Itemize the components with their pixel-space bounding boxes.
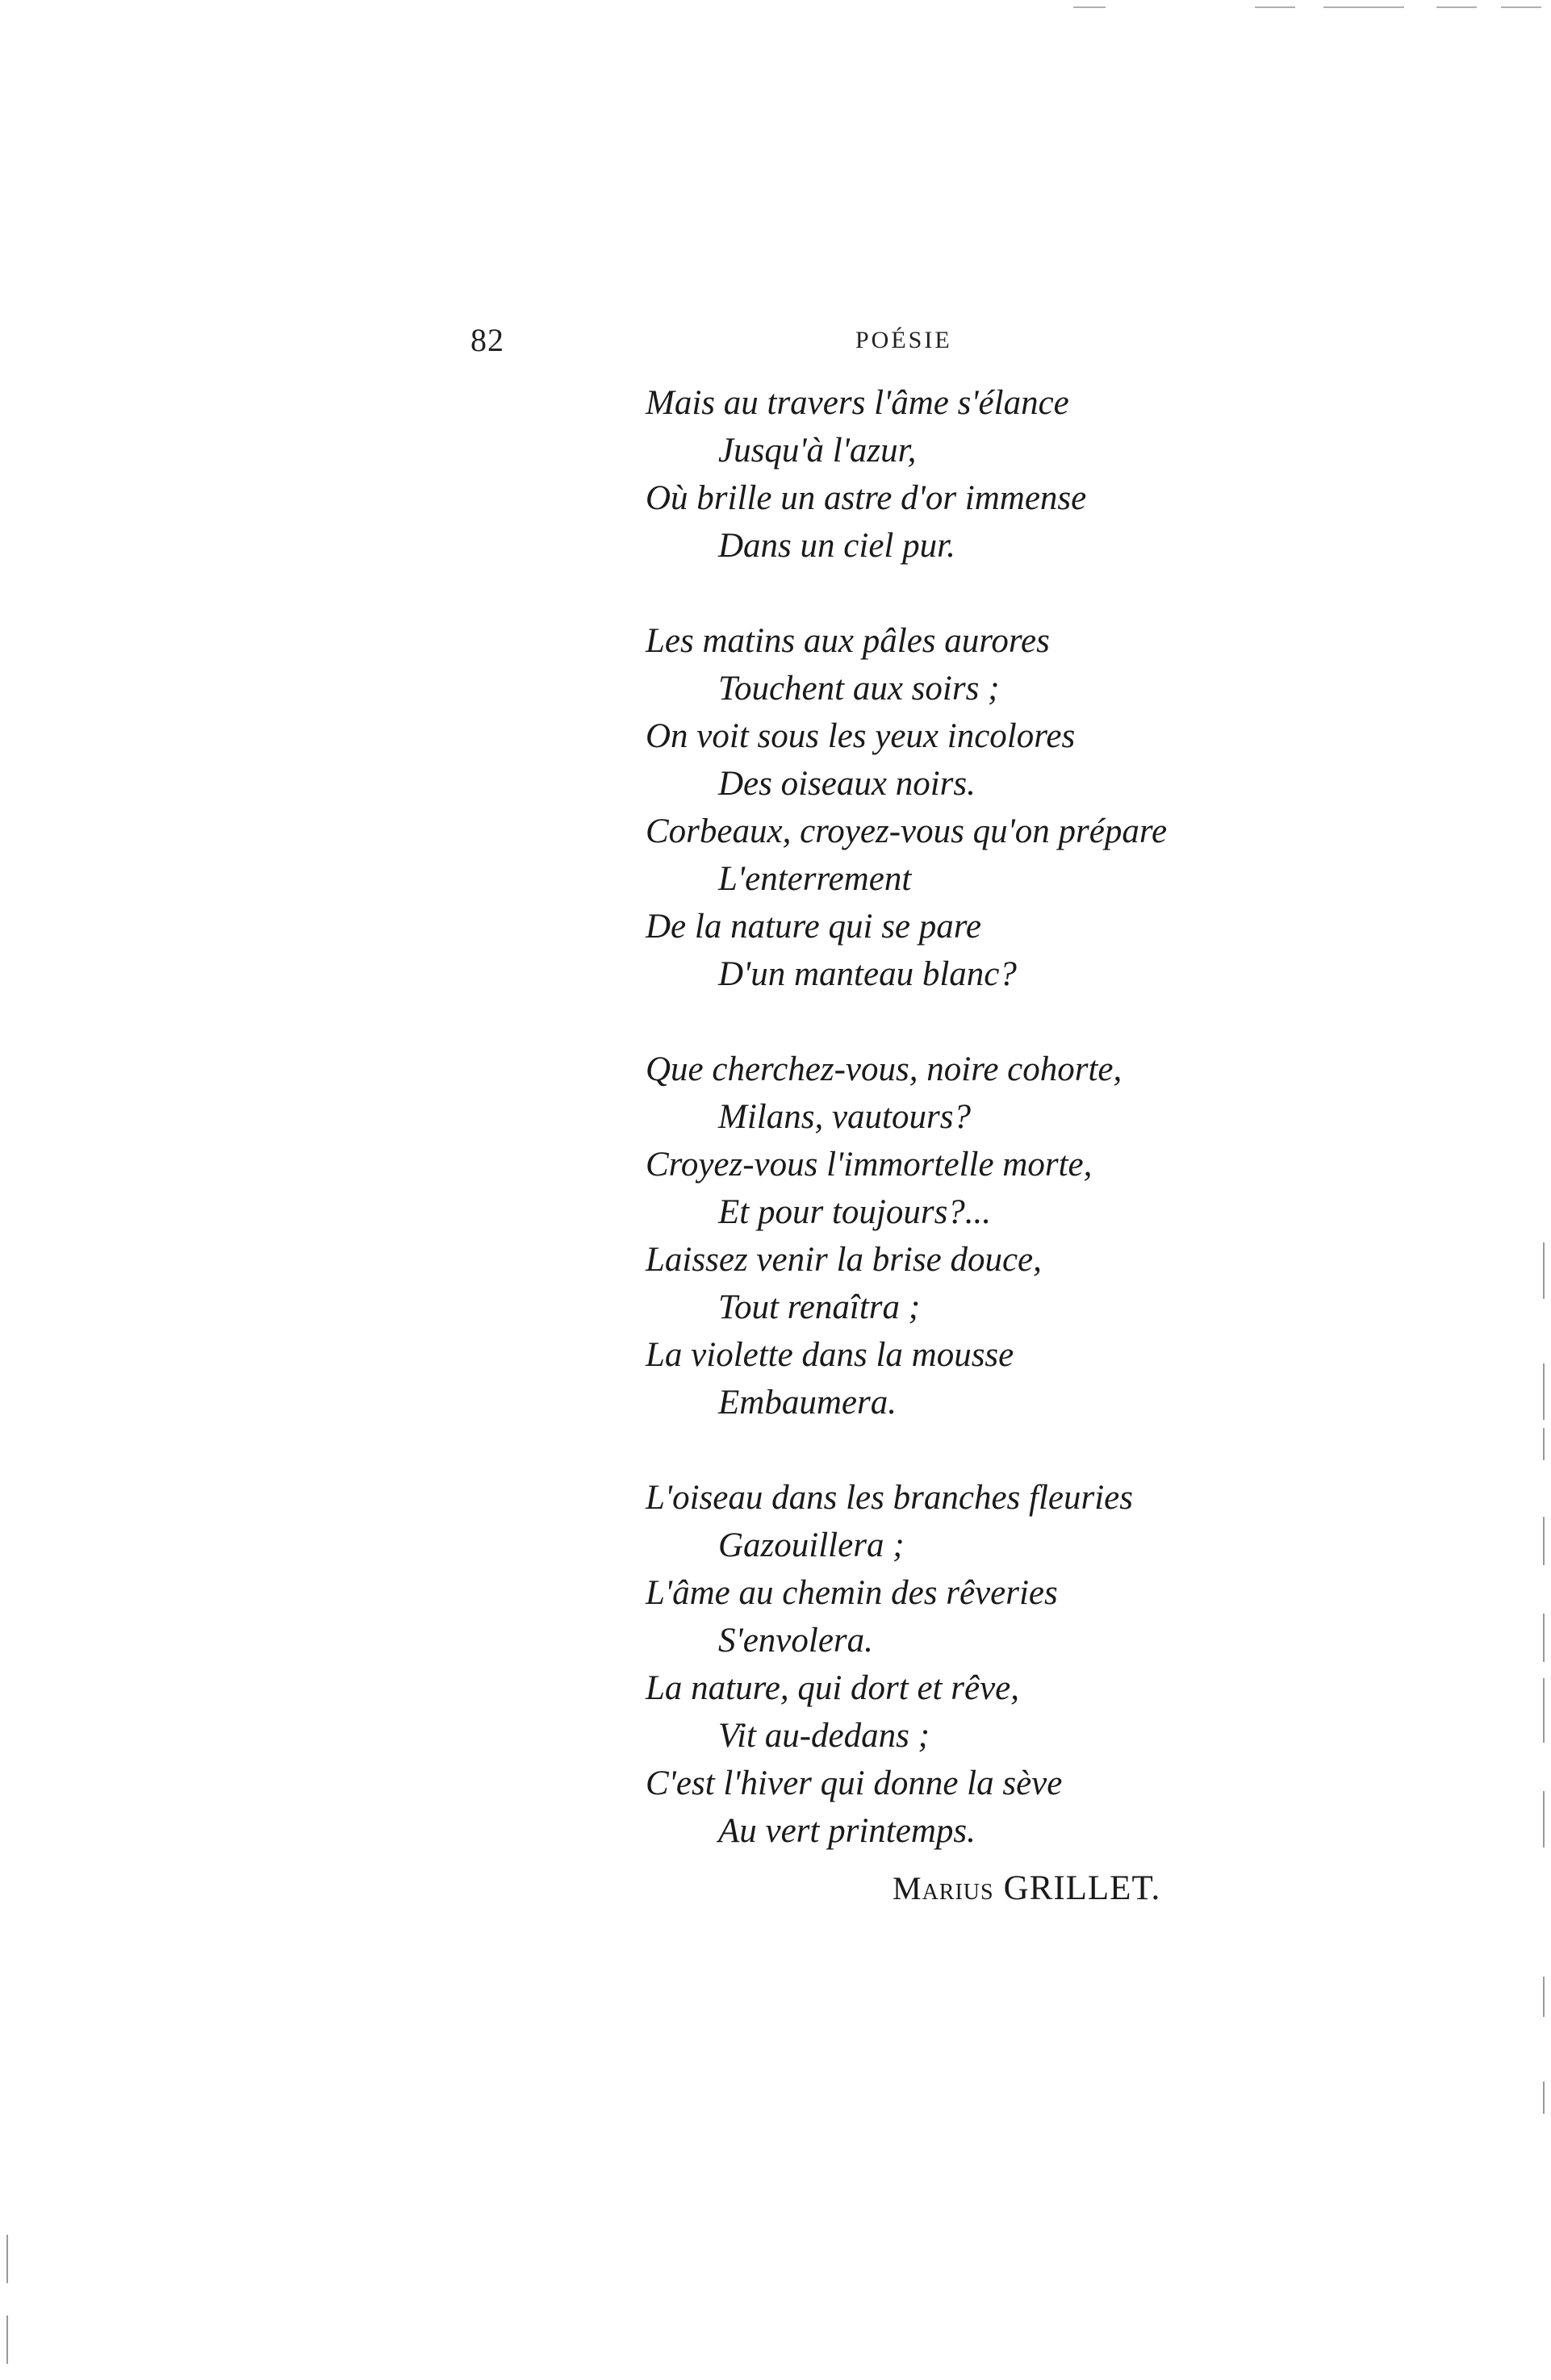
stanza [646,1046,1259,1426]
stanza [646,379,1259,570]
poem-line: Des oiseaux noirs. [718,765,976,803]
poem-line: Tout renaîtra ; [718,1288,921,1326]
poem-line: Et pour toujours?... [718,1193,992,1231]
author-first-name: Marius [893,1870,994,1906]
scan-artifact [1543,1791,1545,1848]
poem-line: La violette dans la mousse [646,1336,1014,1374]
scan-artifact [1323,6,1404,8]
scan-artifact [1255,6,1295,8]
poem-line: Que cherchez-vous, noire cohorte, [646,1050,1122,1088]
scan-artifact [6,2315,8,2364]
poem-line: Au vert printemps. [718,1812,976,1850]
poem-line: Les matins aux pâles aurores [646,622,1050,660]
poem-line: S'envolera. [718,1622,873,1660]
poem-line: Vit au-dedans ; [718,1717,930,1755]
poem-line: Laissez venir la brise douce, [646,1241,1042,1279]
poem-line: Dans un ciel pur. [718,527,955,565]
poem-line: On voit sous les yeux incolores [646,717,1076,755]
poem-line: Embaumera. [718,1384,897,1422]
scan-artifact [1543,1977,1545,2017]
scan-artifact [1543,1428,1545,1460]
poem-line: Jusqu'à l'azur, [718,432,917,470]
scan-artifact [1543,1363,1545,1420]
poem-line: Milans, vautours? [718,1098,971,1136]
scan-artifact [1543,2081,1545,2114]
poem-line: L'oiseau dans les branches fleuries [646,1479,1133,1517]
poem-line: De la nature qui se pare [646,908,981,946]
poem [646,379,1259,1855]
scan-artifact [1501,6,1541,8]
scan-artifact [6,2235,8,2283]
poem-line: Mais au travers l'âme s'élance [646,384,1069,422]
poem-line: Gazouillera ; [718,1526,905,1564]
poem-line: Corbeaux, croyez-vous qu'on prépare [646,812,1168,850]
stanza [646,617,1259,998]
scan-artifact [1543,1517,1545,1565]
scan-artifact [1543,1678,1545,1743]
author-last-name: GRILLET. [1003,1869,1161,1907]
author-signature [893,1869,1160,1908]
poem-line: Où brille un astre d'or immense [646,479,1087,517]
page-number: 82 [470,322,504,358]
running-head: POÉSIE [855,327,952,353]
scan-artifact [1073,6,1106,8]
scan-artifact [1436,6,1477,8]
poem-line: La nature, qui dort et rêve, [646,1669,1019,1707]
poem-line: Croyez-vous l'immortelle morte, [646,1146,1093,1184]
poem-line: D'un manteau blanc? [718,955,1017,993]
poem-line: L'âme au chemin des rêveries [646,1574,1058,1612]
poem-line: C'est l'hiver qui donne la sève [646,1764,1063,1802]
poem-line: L'enterrement [718,860,912,898]
scan-artifact [1543,1614,1545,1662]
scan-artifact [1543,1242,1545,1299]
stanza [646,1474,1259,1855]
poem-line: Touchent aux soirs ; [718,670,1000,708]
